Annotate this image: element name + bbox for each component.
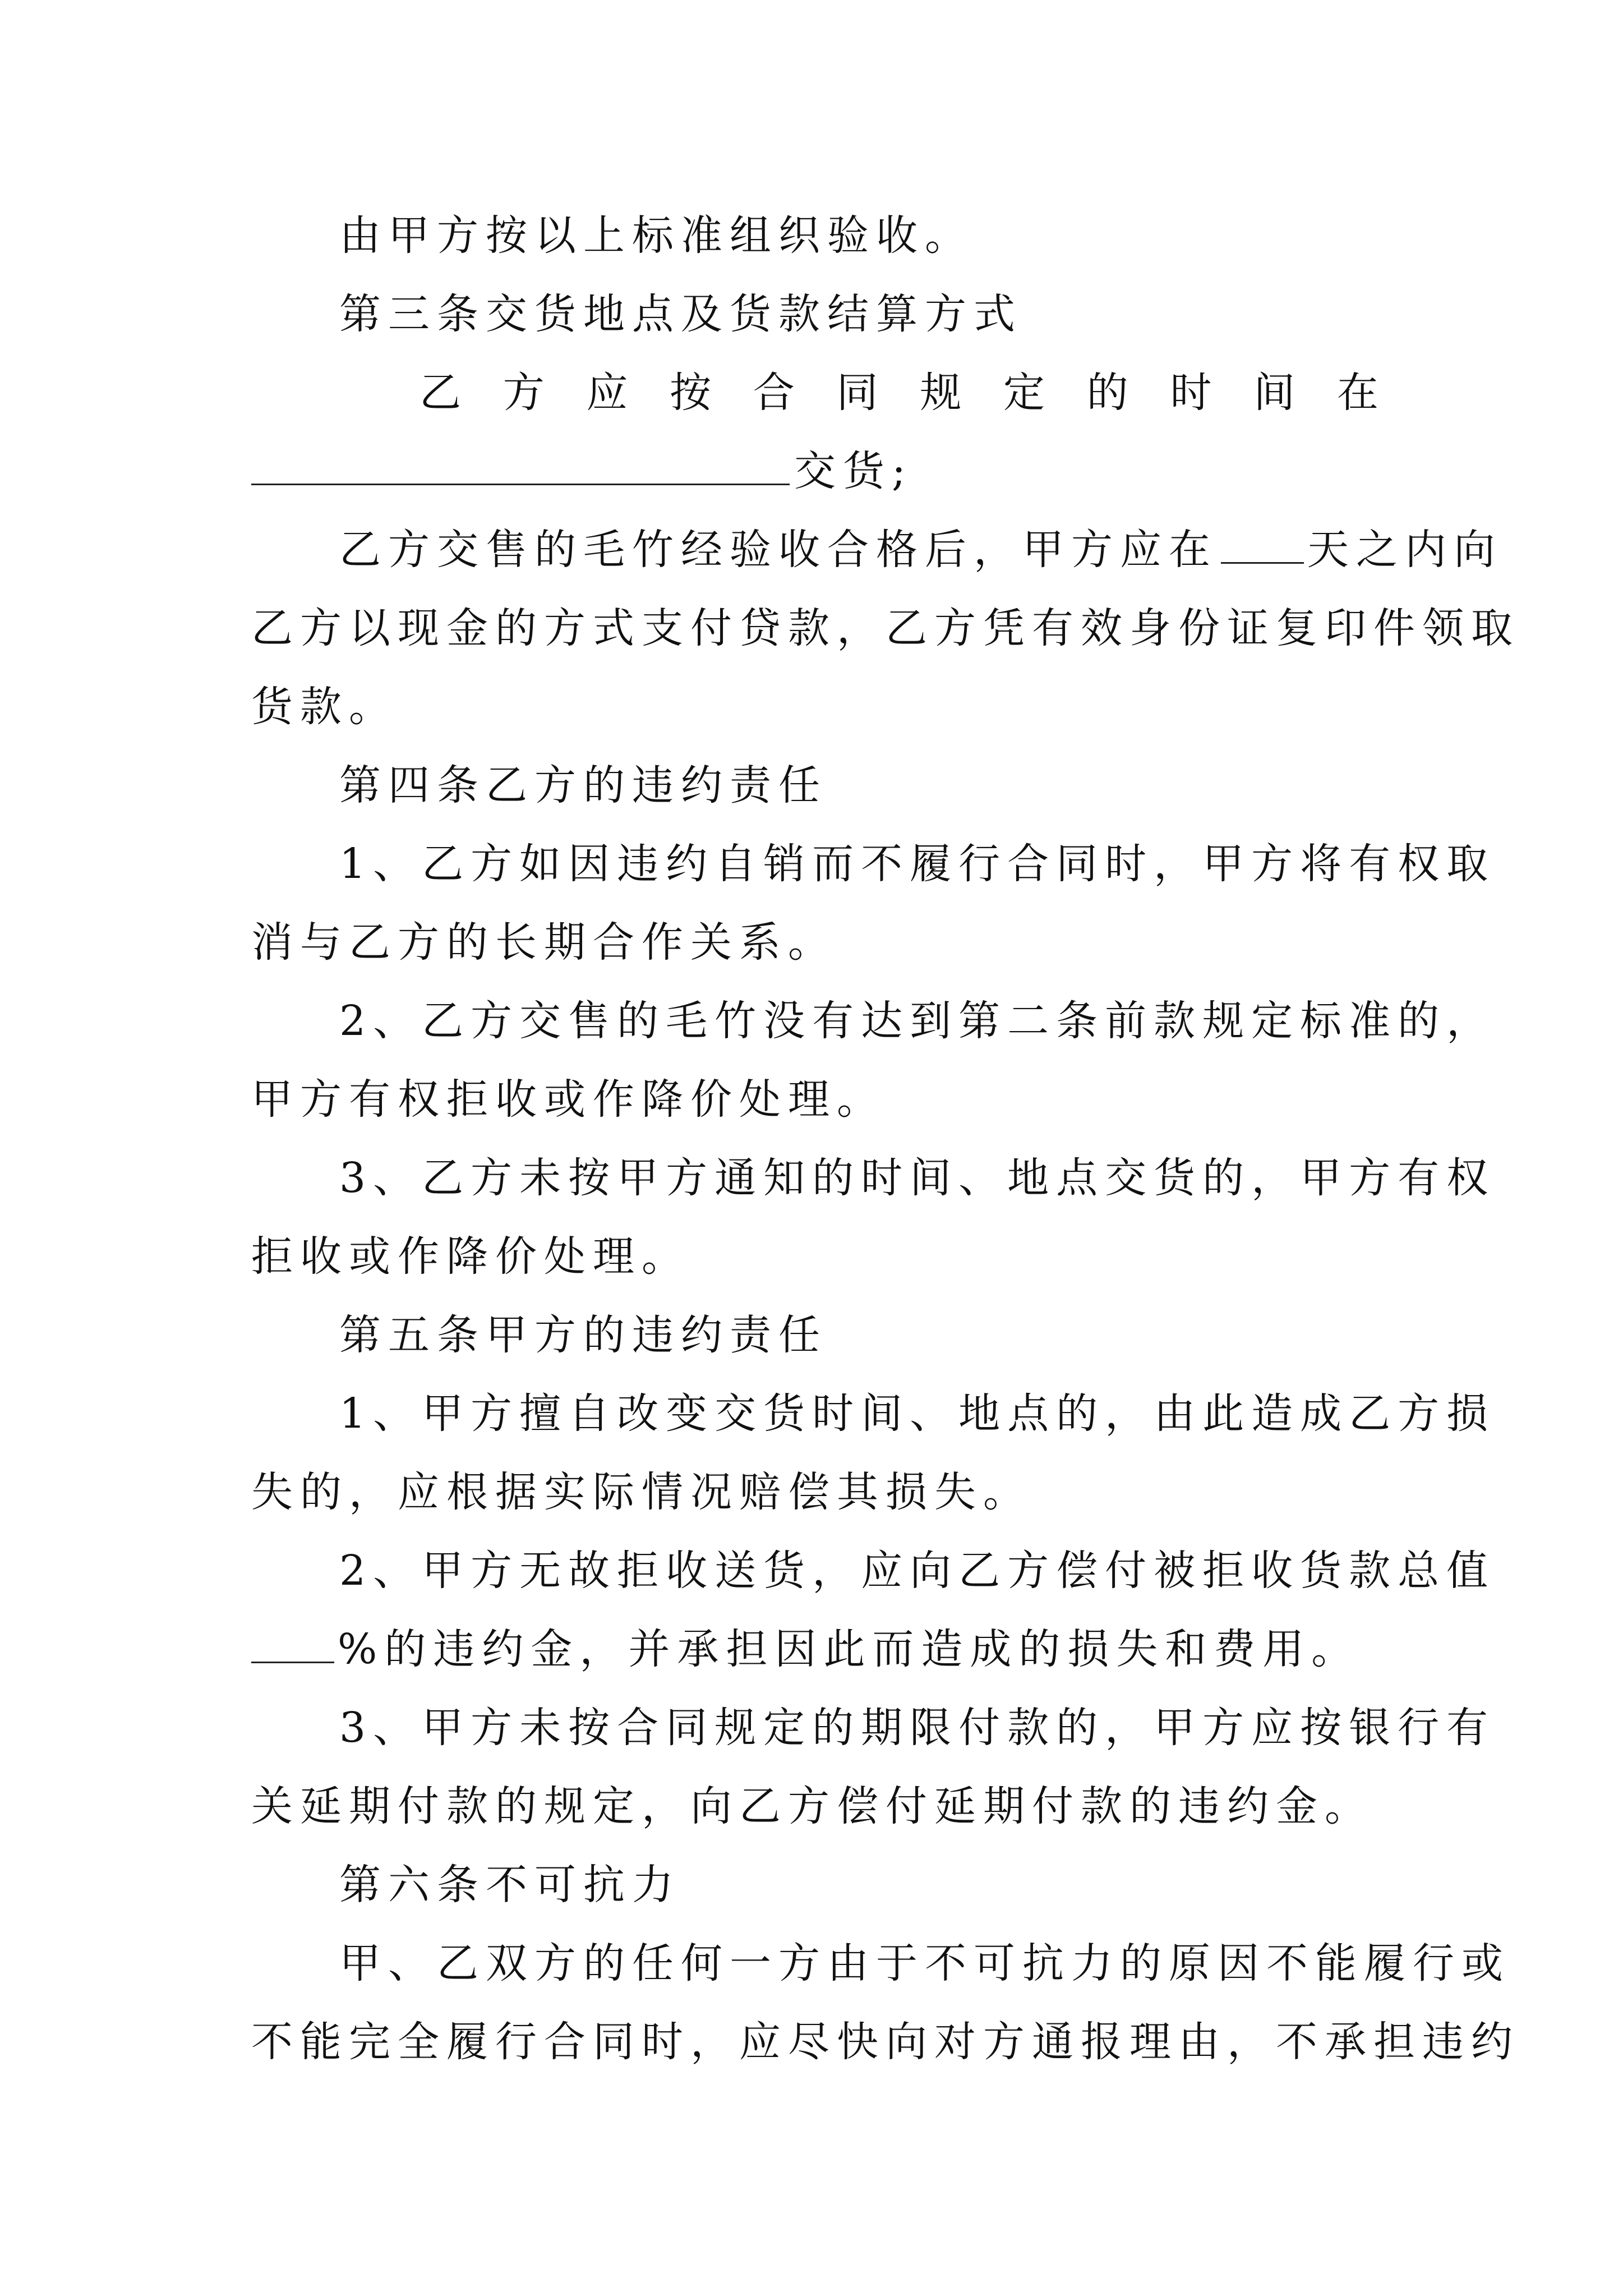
char: 在 — [1336, 369, 1378, 417]
paragraph-line: 失的，应根据实际情况赔偿其损失。 — [251, 1468, 1032, 1516]
section-heading-4: 第四条乙方的违约责任 — [339, 761, 827, 809]
paragraph-line: 甲方有权拒收或作降价处理。 — [251, 1075, 886, 1124]
char: 规 — [920, 369, 962, 417]
char: 方 — [502, 369, 545, 417]
section-heading-3: 第三条交货地点及货款结算方式 — [339, 290, 1022, 338]
paragraph-line: 拒收或作降价处理。 — [251, 1232, 690, 1281]
paragraph-text: %的违约金，并承担因此而造成的损失和费用。 — [338, 1625, 1361, 1673]
section-heading-5: 第五条甲方的违约责任 — [339, 1311, 827, 1359]
paragraph-line: 3、甲方未按合同规定的期限付款的，甲方应按银行有 — [339, 1704, 1496, 1752]
paragraph-line-justified — [419, 365, 1378, 421]
paragraph-line: 货款。 — [251, 683, 398, 731]
char: 乙 — [419, 369, 461, 417]
paragraph-line — [251, 1621, 1378, 1677]
section-heading-6: 第六条不可抗力 — [339, 1861, 681, 1909]
paragraph-line: 2、甲方无故拒收送货，应向乙方偿付被拒收货款总值 — [339, 1547, 1496, 1595]
paragraph-line — [251, 443, 1378, 499]
char: 同 — [836, 369, 878, 417]
paragraph-line: 1、甲方擅自改变交货时间、地点的，由此造成乙方损 — [339, 1389, 1496, 1438]
fill-in-blank-days[interactable] — [1221, 527, 1304, 564]
char: 时 — [1170, 369, 1212, 417]
paragraph-line: 甲、乙双方的任何一方由于不可抗力的原因不能履行或 — [339, 1939, 1510, 1987]
paragraph-line: 消与乙方的长期合作关系。 — [251, 918, 837, 967]
paragraph-line: 乙方以现金的方式支付贷款，乙方凭有效身份证复印件领取 — [251, 604, 1520, 652]
char: 按 — [670, 369, 712, 417]
paragraph-line: 不能完全履行合同时，应尽快向对方通报理由，不承担违约 — [251, 2018, 1520, 2066]
paragraph-line: 3、乙方未按甲方通知的时间、地点交货的，甲方有权 — [339, 1154, 1496, 1202]
paragraph-line — [339, 522, 1502, 578]
fill-in-blank-delivery-place[interactable] — [251, 449, 790, 485]
char: 应 — [586, 369, 628, 417]
fill-in-blank-percent[interactable] — [251, 1627, 334, 1663]
paragraph-text: 交货; — [794, 447, 913, 495]
char: 定 — [1003, 369, 1045, 417]
paragraph-line: 1、乙方如因违约自销而不履行合同时，甲方将有权取 — [339, 840, 1496, 888]
paragraph-line: 关延期付款的规定，向乙方偿付延期付款的违约金。 — [251, 1782, 1373, 1830]
paragraph-text: 乙方交售的毛竹经验收合格后，甲方应在 — [339, 526, 1218, 574]
char: 间 — [1253, 369, 1295, 417]
char: 合 — [753, 369, 795, 417]
paragraph-text: 天之内向 — [1307, 526, 1502, 574]
char: 的 — [1086, 369, 1128, 417]
paragraph-line: 2、乙方交售的毛竹没有达到第二条前款规定标准的， — [339, 997, 1496, 1045]
paragraph-line: 由甲方按以上标准组织验收。 — [339, 211, 974, 260]
